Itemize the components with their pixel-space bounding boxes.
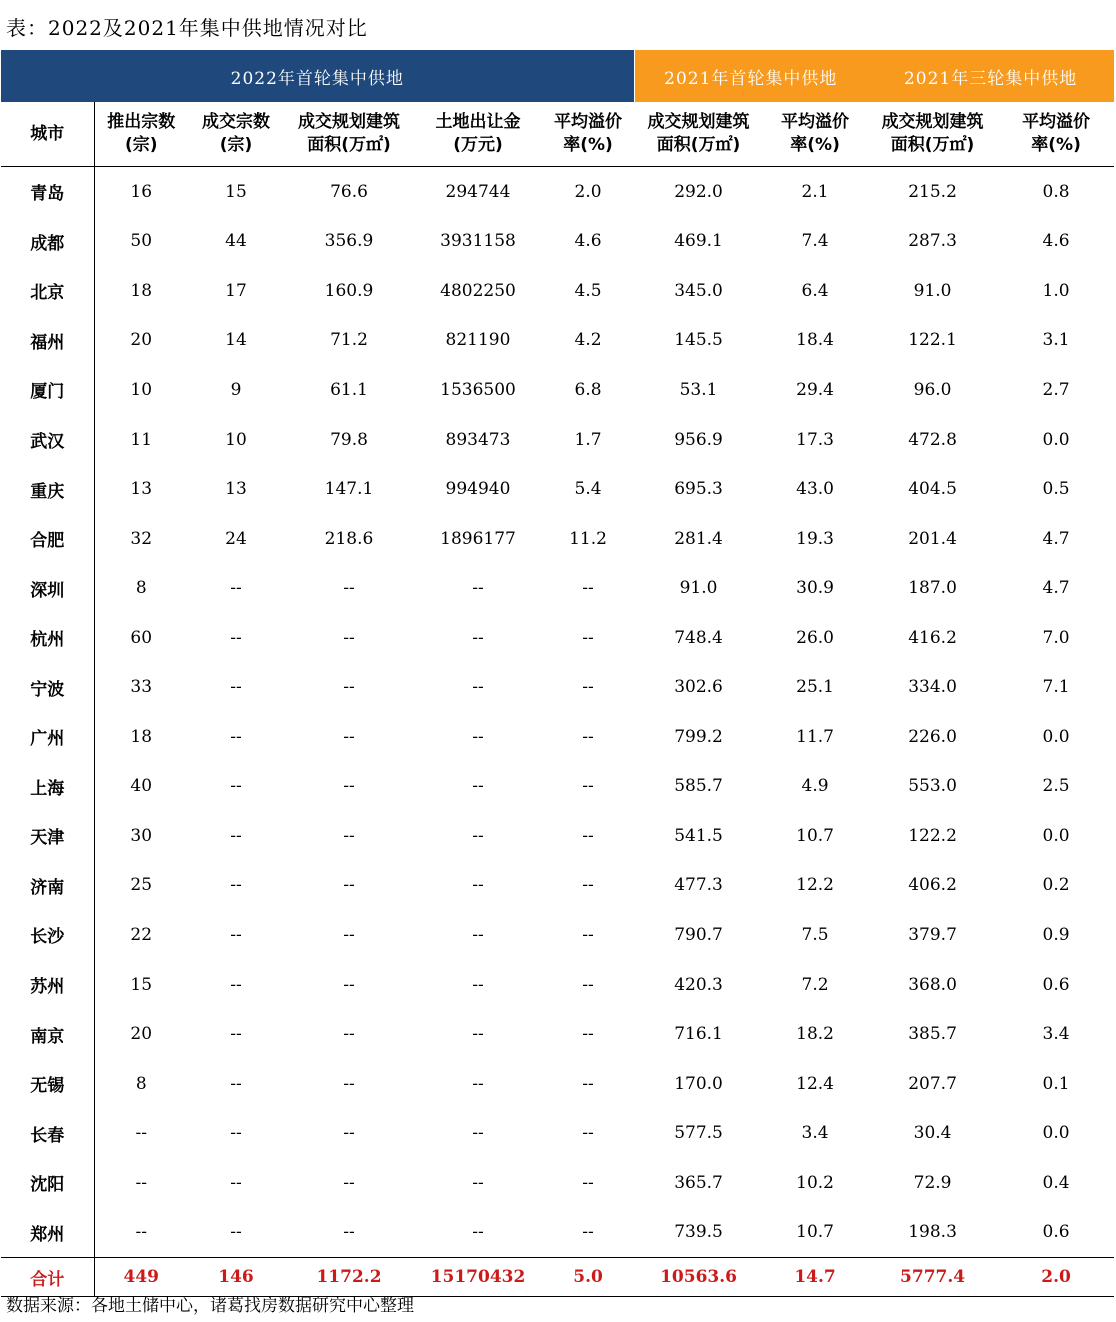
- column-header-row: [1, 102, 1114, 167]
- header-line-2: 面积(万㎡): [656, 135, 741, 155]
- value-cell: --: [582, 1073, 594, 1094]
- value-cell: --: [343, 1123, 355, 1144]
- value-cell: 4.7: [1042, 578, 1070, 599]
- value-cell: --: [343, 1222, 355, 1243]
- value-cell: 404.5: [908, 479, 957, 500]
- value-cell: 0.5: [1042, 479, 1070, 500]
- value-cell: --: [230, 1172, 242, 1193]
- value-cell: 3.1: [1042, 330, 1070, 351]
- city-cell: 合肥: [1, 514, 94, 564]
- value-cell: --: [135, 1222, 147, 1243]
- header-line-1: 城市: [30, 123, 65, 144]
- table-row: [1, 217, 1114, 267]
- table-row: [1, 514, 1114, 564]
- header-line-1: 成交宗数: [202, 112, 270, 132]
- value-cell: 7.0: [1042, 627, 1070, 648]
- header-line-1: 成交规划建筑: [881, 112, 984, 132]
- value-cell: 72.9: [913, 1172, 952, 1193]
- value-cell: 145.5: [674, 330, 723, 351]
- city-cell: 武汉: [1, 415, 94, 465]
- value-cell: --: [135, 1123, 147, 1144]
- table-row: [1, 960, 1114, 1010]
- value-cell: 201.4: [908, 528, 957, 549]
- value-cell: 3.4: [1042, 1024, 1070, 1045]
- header-line-1: 平均溢价: [554, 112, 623, 132]
- value-cell: 13: [225, 479, 247, 500]
- value-cell: --: [582, 726, 594, 747]
- value-cell: 477.3: [674, 875, 723, 896]
- value-cell: 406.2: [908, 875, 957, 896]
- value-cell: 10.2: [796, 1172, 834, 1193]
- value-cell: --: [343, 1172, 355, 1193]
- table-title: 表：2022及2021年集中供地情况对比: [6, 16, 368, 40]
- city-cell: 长春: [1, 1108, 94, 1158]
- table-row: [1, 762, 1114, 812]
- value-cell: 302.6: [674, 677, 723, 698]
- value-cell: 356.9: [324, 231, 374, 252]
- value-cell: 15: [130, 974, 153, 995]
- value-cell: 13: [130, 479, 153, 500]
- value-cell: --: [582, 776, 594, 797]
- value-cell: 2.0: [574, 181, 602, 202]
- value-cell: 10.7: [796, 825, 834, 846]
- value-cell: 287.3: [908, 231, 957, 252]
- value-cell: 218.6: [324, 528, 374, 549]
- value-cell: 20: [130, 1024, 153, 1045]
- value-cell: 29.4: [796, 379, 834, 400]
- value-cell: 30.4: [913, 1123, 952, 1144]
- value-cell: --: [343, 726, 355, 747]
- header-line-1: 成交规划建筑: [647, 112, 750, 132]
- value-cell: 1536500: [440, 379, 516, 400]
- value-cell: 294744: [445, 181, 511, 202]
- value-cell: 0.0: [1042, 1123, 1070, 1144]
- value-cell: --: [343, 578, 355, 599]
- city-cell: 杭州: [1, 613, 94, 663]
- value-cell: 4.7: [1042, 528, 1070, 549]
- header-col-3: [284, 102, 414, 167]
- value-cell: --: [472, 776, 484, 797]
- value-cell: 472.8: [908, 429, 957, 450]
- city-cell: 厦门: [1, 365, 94, 415]
- value-cell: 0.9: [1042, 924, 1070, 945]
- value-cell: 365.7: [674, 1172, 723, 1193]
- value-cell: --: [135, 1172, 147, 1193]
- city-cell: 郑州: [1, 1207, 94, 1257]
- total-value: 1172.2: [284, 1258, 414, 1297]
- value-cell: --: [582, 1024, 594, 1045]
- value-cell: 147.1: [324, 479, 374, 500]
- value-cell: 4802250: [440, 280, 516, 301]
- header-col-1: [94, 102, 188, 167]
- value-cell: 416.2: [908, 627, 957, 648]
- value-cell: --: [343, 1073, 355, 1094]
- value-cell: --: [230, 924, 242, 945]
- value-cell: 11: [130, 429, 153, 450]
- header-col-7: [763, 102, 867, 167]
- value-cell: --: [230, 1024, 242, 1045]
- value-cell: --: [472, 1073, 484, 1094]
- city-cell: 苏州: [1, 960, 94, 1010]
- value-cell: 9: [230, 379, 242, 400]
- value-cell: 10: [130, 379, 153, 400]
- value-cell: --: [230, 974, 242, 995]
- table-row: [1, 365, 1114, 415]
- header-city: [1, 102, 94, 167]
- value-cell: 26.0: [796, 627, 834, 648]
- value-cell: 12.2: [796, 875, 834, 896]
- value-cell: 739.5: [674, 1222, 723, 1243]
- value-cell: 6.4: [801, 280, 829, 301]
- header-line-1: 土地出让金: [435, 112, 521, 132]
- value-cell: 994940: [445, 479, 511, 500]
- value-cell: --: [472, 1123, 484, 1144]
- value-cell: --: [472, 924, 484, 945]
- header-col-6: [634, 102, 763, 167]
- header-line-2: 率(%): [563, 135, 613, 155]
- value-cell: 956.9: [674, 429, 723, 450]
- table-row: [1, 662, 1114, 712]
- city-cell: 沈阳: [1, 1158, 94, 1208]
- table-row: [1, 1108, 1114, 1158]
- table-row: [1, 167, 1114, 217]
- data-source-note: 数据来源：各地土储中心，诸葛找房数据研究中心整理: [6, 1296, 414, 1316]
- value-cell: --: [582, 1172, 594, 1193]
- value-cell: 32: [130, 528, 153, 549]
- value-cell: 8: [135, 1073, 147, 1094]
- value-cell: 215.2: [908, 181, 957, 202]
- value-cell: 198.3: [908, 1222, 957, 1243]
- value-cell: --: [472, 726, 484, 747]
- value-cell: 122.2: [908, 825, 957, 846]
- value-cell: 0.1: [1042, 1073, 1070, 1094]
- value-cell: --: [230, 1123, 242, 1144]
- group-2021-third: 2021年三轮集中供地: [867, 50, 1114, 102]
- value-cell: 44: [225, 231, 247, 252]
- value-cell: 96.0: [913, 379, 952, 400]
- city-cell: 南京: [1, 1009, 94, 1059]
- city-cell: 深圳: [1, 563, 94, 613]
- value-cell: 18.4: [796, 330, 834, 351]
- value-cell: 25.1: [796, 677, 834, 698]
- table-row: [1, 811, 1114, 861]
- total-value: 5.0: [542, 1258, 634, 1297]
- header-col-2: [188, 102, 284, 167]
- value-cell: 11.7: [796, 726, 834, 747]
- value-cell: --: [230, 825, 242, 846]
- value-cell: 379.7: [908, 924, 957, 945]
- value-cell: 4.6: [574, 231, 602, 252]
- value-cell: 1896177: [440, 528, 516, 549]
- value-cell: --: [343, 974, 355, 995]
- header-col-4: [414, 102, 542, 167]
- header-line-2: 面积(万㎡): [307, 135, 391, 155]
- total-value: 2.0: [998, 1258, 1114, 1297]
- value-cell: 61.1: [330, 379, 368, 400]
- value-cell: 2.5: [1042, 776, 1070, 797]
- value-cell: 385.7: [908, 1024, 957, 1045]
- value-cell: 60: [130, 627, 153, 648]
- table-row: [1, 266, 1114, 316]
- value-cell: 2.1: [801, 181, 829, 202]
- value-cell: 0.8: [1042, 181, 1070, 202]
- value-cell: 4.2: [574, 330, 602, 351]
- city-cell: 天津: [1, 811, 94, 861]
- table-row: [1, 1059, 1114, 1109]
- value-cell: --: [472, 578, 484, 599]
- total-row: [1, 1258, 1114, 1297]
- value-cell: 30.9: [796, 578, 834, 599]
- value-cell: 716.1: [674, 1024, 723, 1045]
- total-value: 10563.6: [634, 1258, 763, 1297]
- value-cell: --: [230, 776, 242, 797]
- value-cell: --: [343, 924, 355, 945]
- city-cell: 无锡: [1, 1059, 94, 1109]
- value-cell: 469.1: [674, 231, 723, 252]
- value-cell: --: [582, 627, 594, 648]
- value-cell: 40: [130, 776, 153, 797]
- value-cell: 4.9: [801, 776, 829, 797]
- value-cell: 0.6: [1042, 974, 1070, 995]
- value-cell: --: [230, 1222, 242, 1243]
- value-cell: 76.6: [330, 181, 368, 202]
- header-line-2: 率(%): [1031, 135, 1081, 155]
- value-cell: 1.7: [574, 429, 602, 450]
- value-cell: 368.0: [908, 974, 957, 995]
- value-cell: 292.0: [674, 181, 723, 202]
- value-cell: --: [230, 627, 242, 648]
- city-cell: 福州: [1, 316, 94, 366]
- value-cell: 71.2: [330, 330, 368, 351]
- header-line-2: (宗): [124, 135, 158, 155]
- value-cell: --: [230, 726, 242, 747]
- value-cell: 226.0: [908, 726, 957, 747]
- value-cell: 53.1: [679, 379, 718, 400]
- city-cell: 上海: [1, 762, 94, 812]
- value-cell: 0.2: [1042, 875, 1070, 896]
- value-cell: 18.2: [796, 1024, 834, 1045]
- value-cell: 7.2: [801, 974, 829, 995]
- value-cell: 5.4: [574, 479, 602, 500]
- table-body: [1, 167, 1114, 1258]
- value-cell: --: [582, 1222, 594, 1243]
- city-cell: 济南: [1, 861, 94, 911]
- value-cell: 7.5: [801, 924, 829, 945]
- value-cell: --: [343, 627, 355, 648]
- header-line-2: 面积(万㎡): [890, 135, 975, 155]
- value-cell: 50: [130, 231, 153, 252]
- value-cell: 91.0: [679, 578, 718, 599]
- value-cell: 0.4: [1042, 1172, 1070, 1193]
- value-cell: 577.5: [674, 1123, 723, 1144]
- value-cell: 6.8: [574, 379, 602, 400]
- value-cell: --: [472, 974, 484, 995]
- value-cell: --: [472, 677, 484, 698]
- value-cell: 25: [130, 875, 153, 896]
- value-cell: 18: [130, 280, 153, 301]
- table-row: [1, 563, 1114, 613]
- table-row: [1, 1158, 1114, 1208]
- value-cell: 30: [130, 825, 153, 846]
- value-cell: 14: [225, 330, 247, 351]
- value-cell: 12.4: [796, 1073, 834, 1094]
- value-cell: --: [582, 677, 594, 698]
- value-cell: 187.0: [908, 578, 957, 599]
- table-row: [1, 910, 1114, 960]
- value-cell: 24: [225, 528, 247, 549]
- header-line-1: 平均溢价: [1022, 112, 1091, 132]
- total-value: 5777.4: [867, 1258, 998, 1297]
- value-cell: 10.7: [796, 1222, 834, 1243]
- value-cell: --: [472, 627, 484, 648]
- group-header-row: [1, 50, 1114, 102]
- table-row: [1, 861, 1114, 911]
- value-cell: 170.0: [674, 1073, 723, 1094]
- value-cell: 79.8: [330, 429, 368, 450]
- value-cell: 281.4: [674, 528, 723, 549]
- table-row: [1, 1009, 1114, 1059]
- value-cell: 541.5: [674, 825, 723, 846]
- value-cell: 8: [135, 578, 147, 599]
- value-cell: 695.3: [674, 479, 723, 500]
- value-cell: 3.4: [801, 1123, 829, 1144]
- city-cell: 重庆: [1, 464, 94, 514]
- table-row: [1, 712, 1114, 762]
- value-cell: 160.9: [324, 280, 374, 301]
- value-cell: 799.2: [674, 726, 723, 747]
- table-row: [1, 316, 1114, 366]
- value-cell: --: [472, 1172, 484, 1193]
- value-cell: 893473: [445, 429, 511, 450]
- value-cell: 0.0: [1042, 726, 1070, 747]
- header-col-8: [867, 102, 998, 167]
- value-cell: 3931158: [440, 231, 516, 252]
- total-value: 146: [188, 1258, 284, 1297]
- table-row: [1, 464, 1114, 514]
- value-cell: 43.0: [796, 479, 834, 500]
- value-cell: --: [582, 1123, 594, 1144]
- value-cell: 553.0: [908, 776, 957, 797]
- table-row: [1, 415, 1114, 465]
- value-cell: 345.0: [674, 280, 723, 301]
- value-cell: --: [230, 677, 242, 698]
- total-value: 15170432: [414, 1258, 542, 1297]
- value-cell: 122.1: [908, 330, 957, 351]
- city-cell: 北京: [1, 266, 94, 316]
- city-cell: 宁波: [1, 662, 94, 712]
- value-cell: --: [472, 1222, 484, 1243]
- value-cell: --: [582, 825, 594, 846]
- value-cell: --: [582, 875, 594, 896]
- group-2022-first: 2022年首轮集中供地: [1, 50, 634, 102]
- value-cell: 11.2: [569, 528, 607, 549]
- value-cell: 585.7: [674, 776, 723, 797]
- value-cell: --: [343, 776, 355, 797]
- value-cell: --: [343, 677, 355, 698]
- table-row: [1, 613, 1114, 663]
- header-col-5: [542, 102, 634, 167]
- value-cell: 207.7: [908, 1073, 957, 1094]
- city-cell: 广州: [1, 712, 94, 762]
- value-cell: 821190: [445, 330, 511, 351]
- value-cell: --: [582, 974, 594, 995]
- value-cell: 790.7: [674, 924, 723, 945]
- header-line-1: 成交规划建筑: [298, 112, 400, 132]
- value-cell: 20: [130, 330, 153, 351]
- value-cell: --: [472, 1024, 484, 1045]
- total-value: 14.7: [763, 1258, 867, 1297]
- value-cell: 0.0: [1042, 825, 1070, 846]
- value-cell: 420.3: [674, 974, 723, 995]
- value-cell: 334.0: [908, 677, 957, 698]
- value-cell: 16: [130, 181, 153, 202]
- value-cell: 4.5: [574, 280, 602, 301]
- value-cell: 18: [130, 726, 153, 747]
- header-line-2: 率(%): [790, 135, 840, 155]
- group-2021-first: 2021年首轮集中供地: [634, 50, 867, 102]
- value-cell: 15: [225, 181, 247, 202]
- total-value: 449: [94, 1258, 188, 1297]
- header-line-1: 推出宗数: [107, 112, 176, 132]
- table-row: [1, 1207, 1114, 1257]
- city-cell: 青岛: [1, 167, 94, 217]
- value-cell: --: [472, 875, 484, 896]
- total-label: 合计: [1, 1258, 94, 1297]
- value-cell: --: [230, 875, 242, 896]
- value-cell: 748.4: [674, 627, 723, 648]
- city-cell: 成都: [1, 217, 94, 267]
- value-cell: 0.0: [1042, 429, 1070, 450]
- value-cell: 7.4: [801, 231, 829, 252]
- value-cell: --: [230, 1073, 242, 1094]
- value-cell: 0.6: [1042, 1222, 1070, 1243]
- value-cell: 2.7: [1042, 379, 1070, 400]
- header-line-2: (万元): [453, 135, 503, 155]
- header-col-9: [998, 102, 1114, 167]
- value-cell: 22: [130, 924, 153, 945]
- value-cell: 10: [225, 429, 247, 450]
- value-cell: 33: [130, 677, 153, 698]
- value-cell: --: [343, 825, 355, 846]
- value-cell: --: [230, 578, 242, 599]
- value-cell: --: [582, 924, 594, 945]
- header-line-2: (宗): [219, 135, 253, 155]
- header-line-1: 平均溢价: [781, 112, 850, 132]
- value-cell: --: [343, 1024, 355, 1045]
- city-cell: 长沙: [1, 910, 94, 960]
- value-cell: 17: [225, 280, 247, 301]
- value-cell: --: [343, 875, 355, 896]
- land-supply-table: [1, 50, 1114, 1297]
- value-cell: 19.3: [796, 528, 834, 549]
- value-cell: 7.1: [1042, 677, 1070, 698]
- value-cell: 1.0: [1042, 280, 1070, 301]
- value-cell: 4.6: [1042, 231, 1070, 252]
- value-cell: 17.3: [796, 429, 834, 450]
- value-cell: --: [582, 578, 594, 599]
- value-cell: --: [472, 825, 484, 846]
- value-cell: 91.0: [913, 280, 952, 301]
